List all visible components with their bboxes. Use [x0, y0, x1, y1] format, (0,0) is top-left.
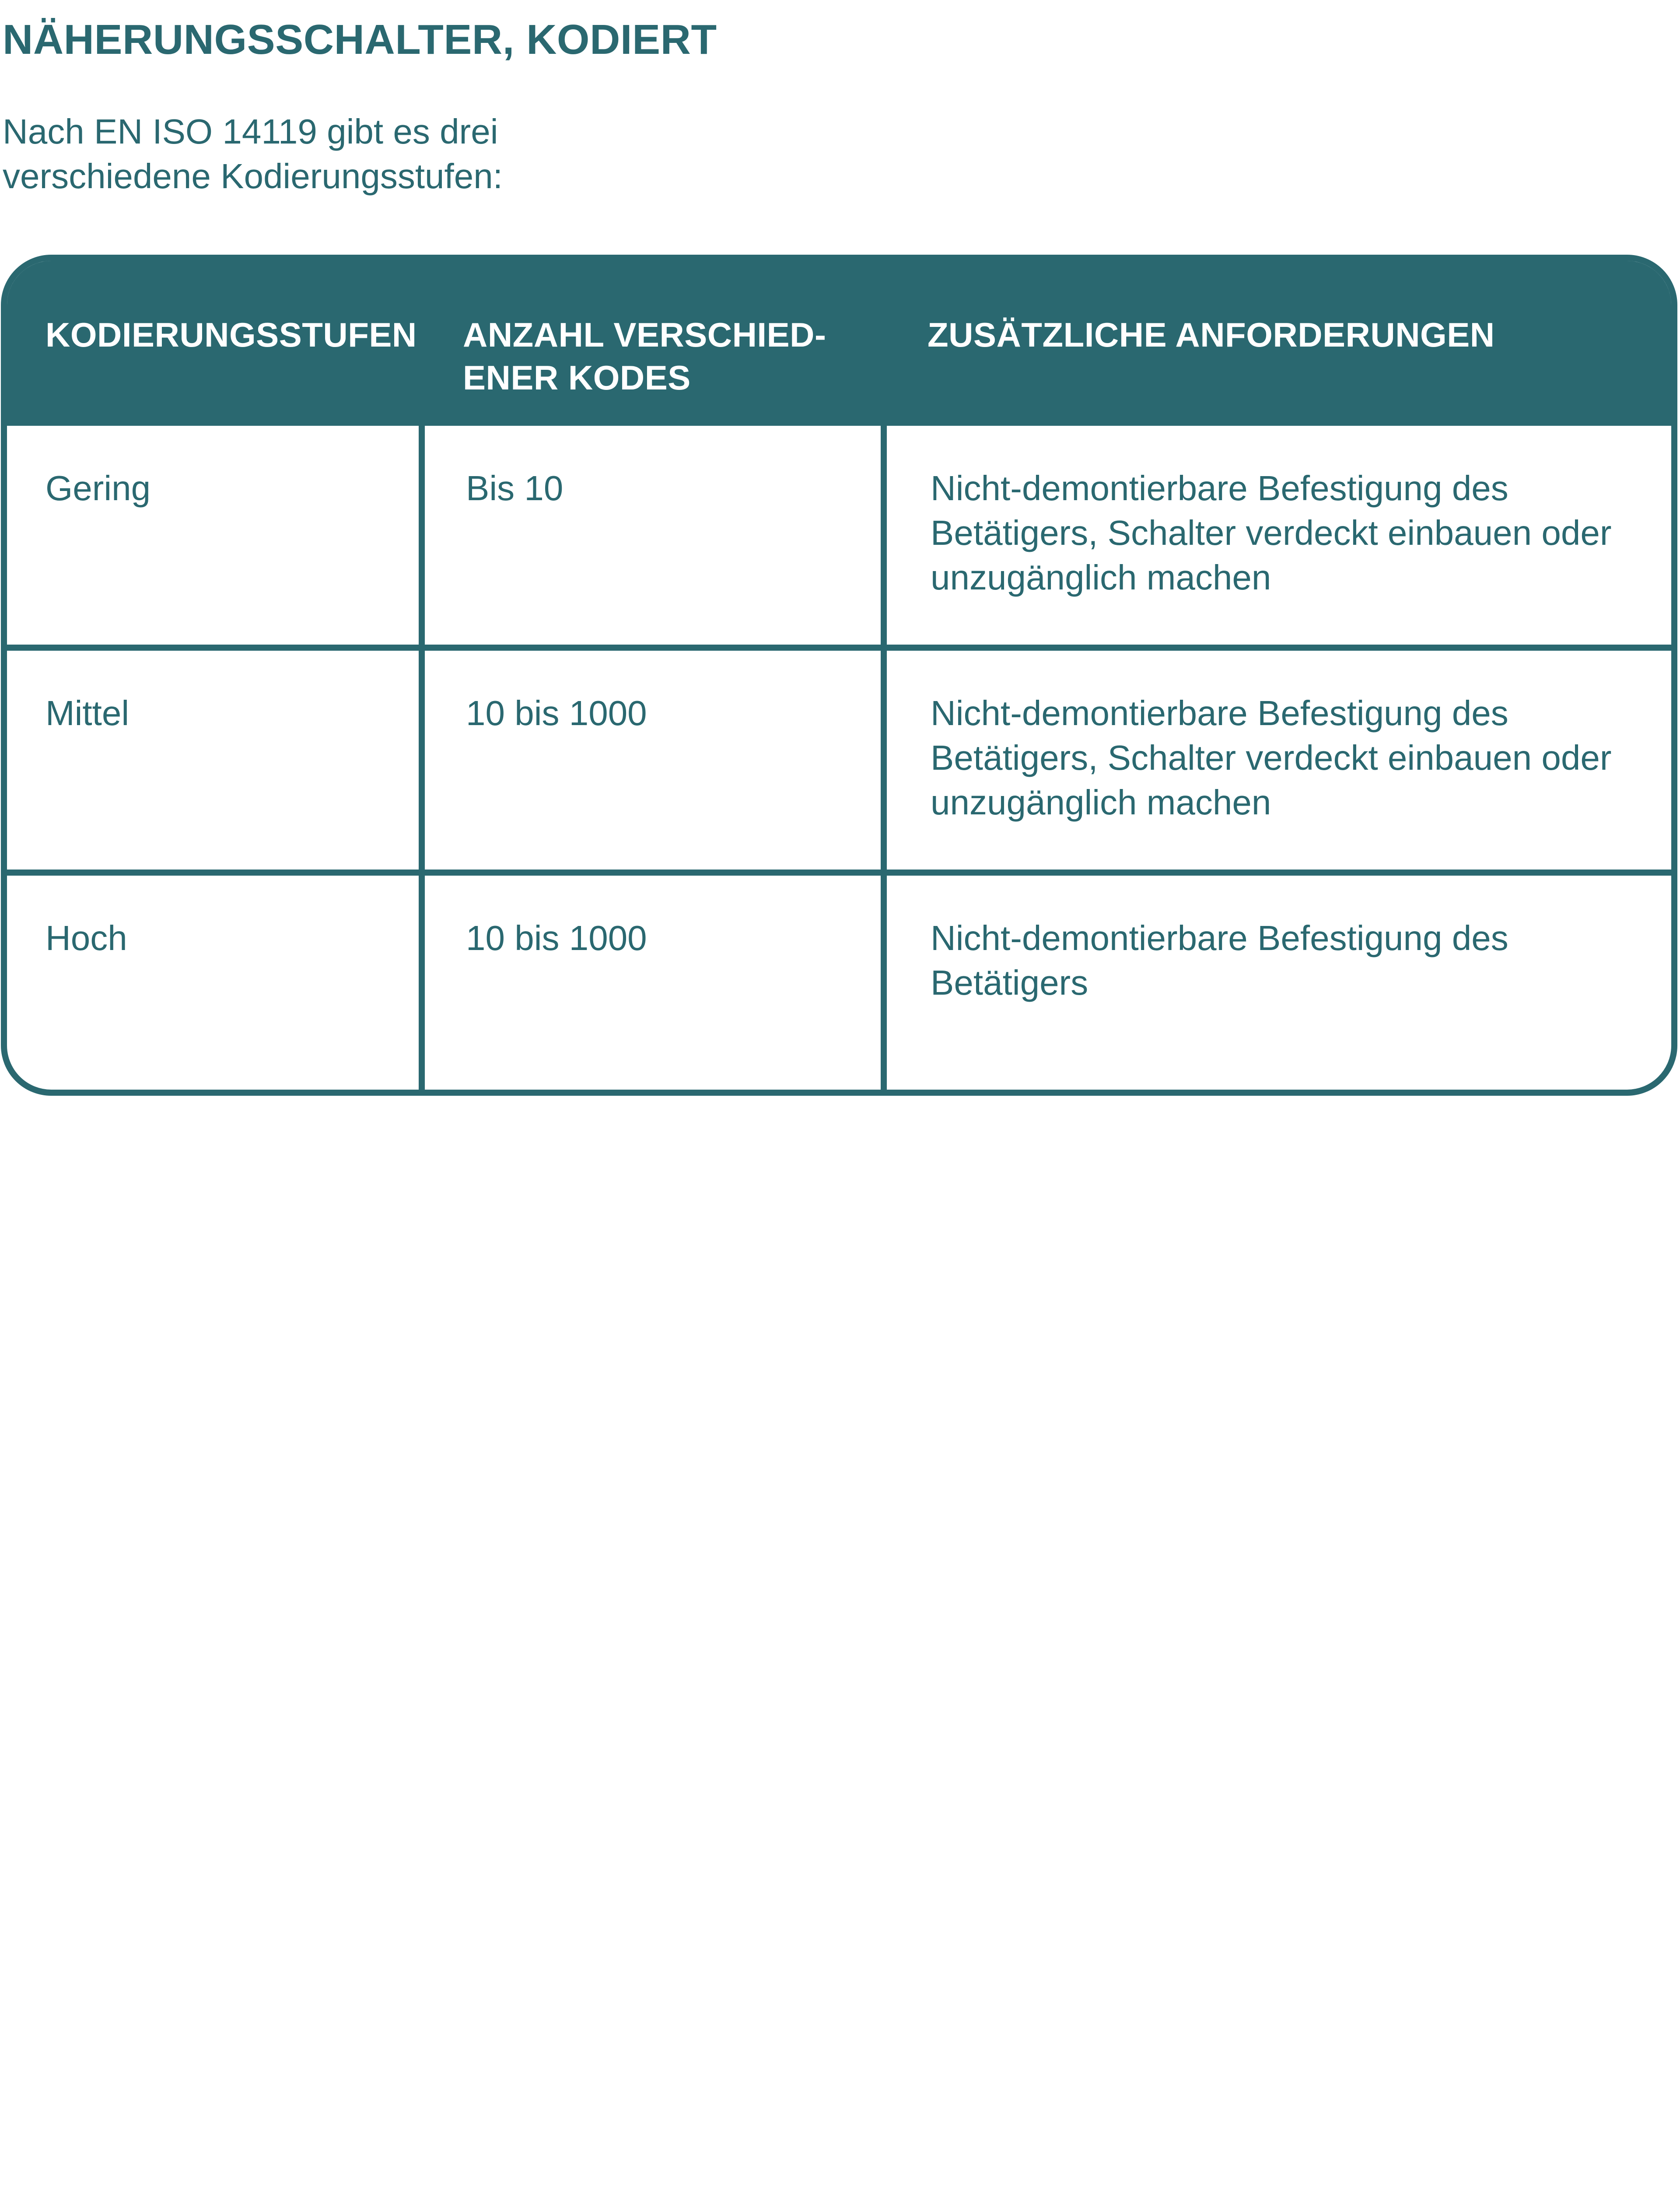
cell-level: Mittel	[7, 648, 422, 873]
header-number-of-codes	[422, 261, 884, 423]
table-body	[7, 423, 1671, 1096]
table-row	[7, 873, 1671, 1096]
cell-level: Gering	[46, 469, 151, 508]
cell-requirements: Nicht-demontierbare Befestigung des Betätigers, Schalter verdeckt einbauen oder unzugänglich machen	[884, 423, 1671, 648]
table-header	[7, 261, 1671, 423]
coding-levels-table	[7, 261, 1671, 1096]
header-coding-levels	[7, 261, 422, 423]
table-row	[7, 423, 1671, 648]
intro-text	[3, 109, 659, 199]
cell-level: Hoch	[7, 873, 422, 1096]
page-title: NÄHERUNGSSCHALTER, KODIERT	[3, 16, 717, 63]
header-number-of-codes-line-1: ANZAHL VERSCHIED-	[463, 316, 826, 354]
cell-requirements: Nicht-demontierbare Befestigung des Betätigers	[884, 873, 1671, 1096]
cell-count: 10 bis 1000	[422, 648, 884, 873]
header-number-of-codes-line-2: ENER KODES	[463, 358, 691, 397]
cell-requirements: Nicht-demontierbare Befestigung des Betätigers, Schalter verdeckt einbauen oder unzugänglich machen	[884, 648, 1671, 873]
cell-count: 10 bis 1000	[422, 873, 884, 1096]
header-additional-requirements-label: ZUSÄTZLICHE ANFORDERUNGEN	[928, 316, 1495, 354]
intro-line-2: verschiedene Kodierungsstufen:	[3, 157, 503, 196]
table-header-row	[7, 261, 1671, 423]
intro-line-1: Nach EN ISO 14119 gibt es drei	[3, 112, 498, 151]
cell-count: Bis 10	[422, 423, 884, 648]
table-row	[7, 648, 1671, 873]
header-coding-levels-label: KODIERUNGSSTUFEN	[46, 316, 417, 354]
header-additional-requirements	[884, 261, 1671, 423]
coding-levels-table-frame	[1, 255, 1677, 1096]
